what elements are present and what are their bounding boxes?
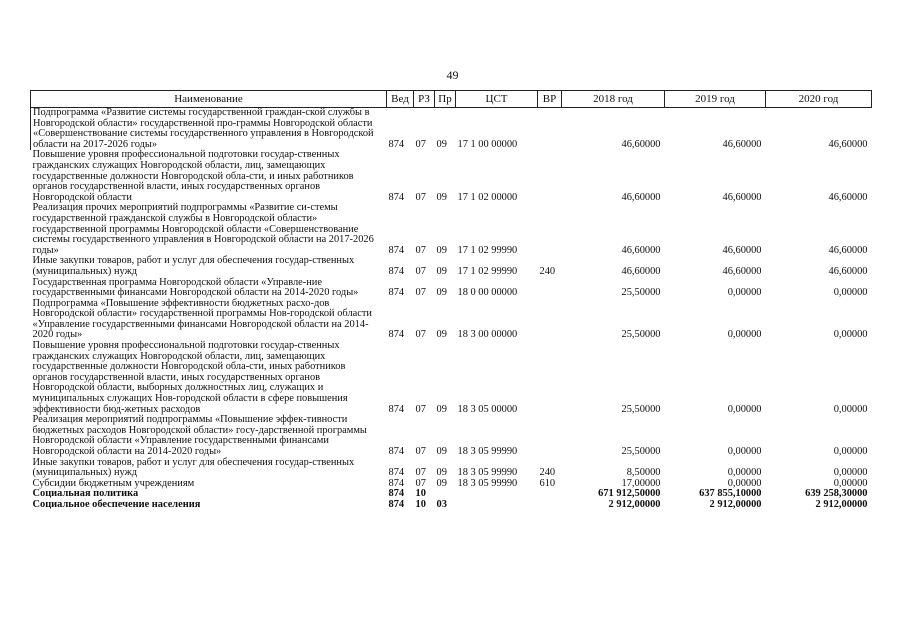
row-pr: 09 xyxy=(436,329,447,341)
table-row xyxy=(31,458,872,479)
row-pr: 09 xyxy=(436,403,447,415)
row-2018: 46,60000 xyxy=(621,265,661,277)
row-vr xyxy=(538,150,562,203)
row-rz: 07 xyxy=(415,265,426,277)
row-2020: 2 912,00000 xyxy=(815,498,868,510)
row-rz: 07 xyxy=(415,477,426,489)
row-2020: 0,00000 xyxy=(833,446,868,457)
row-cst: 17 1 02 99990 xyxy=(457,244,518,256)
header-2019: 2019 год xyxy=(665,91,766,108)
row-vr xyxy=(538,203,562,256)
row-2018: 2 912,00000 xyxy=(608,498,661,510)
table-header-row xyxy=(31,91,872,108)
row-name: Иные закупки товаров, работ и услуг для обеспечения государ-ственных (муниципальных) нужд xyxy=(32,255,355,277)
row-rz: 07 xyxy=(415,329,426,341)
row-cst: 18 3 05 99990 xyxy=(457,467,518,479)
row-2019: 0,00000 xyxy=(727,403,762,415)
row-vr xyxy=(538,341,562,415)
row-cst xyxy=(456,500,538,511)
header-ved: Вед xyxy=(387,91,414,108)
row-pr: 09 xyxy=(436,446,447,457)
row-2019: 637 855,10000 xyxy=(699,488,762,500)
row-cst: 17 1 00 00000 xyxy=(457,138,518,150)
row-ved: 874 xyxy=(388,329,405,341)
row-2020: 46,60000 xyxy=(828,244,868,256)
row-ved: 874 xyxy=(388,477,405,489)
row-pr: 09 xyxy=(436,191,447,203)
row-rz: 07 xyxy=(415,403,426,415)
row-ved: 874 xyxy=(388,467,405,479)
row-vr: 240 xyxy=(539,265,556,277)
header-cst: ЦСТ xyxy=(456,91,538,108)
row-ved: 874 xyxy=(388,191,405,203)
row-name: Реализация прочих мероприятий подпрограммы «Развитие си-стемы государственной гражданской службы в Новгородской области» государственной программы Новгородской области «Совершенствование системы государственного управления в Новгородской области на 2017-2026 годы» xyxy=(32,202,374,256)
row-2018: 17,00000 xyxy=(621,477,661,489)
row-cst: 18 3 05 00000 xyxy=(457,403,518,415)
row-2019: 0,00000 xyxy=(727,329,762,341)
row-2020: 46,60000 xyxy=(828,265,868,277)
row-ved: 874 xyxy=(388,138,405,150)
row-2020: 0,00000 xyxy=(833,477,868,489)
row-2018: 46,60000 xyxy=(621,244,661,256)
row-cst: 18 3 00 00000 xyxy=(457,329,518,341)
row-cst: 18 0 00 00000 xyxy=(457,287,518,299)
row-rz: 07 xyxy=(415,467,426,479)
row-rz: 07 xyxy=(415,191,426,203)
row-2019: 0,00000 xyxy=(727,467,762,479)
header-2020: 2020 год xyxy=(766,91,872,108)
row-name: Подпрограмма «Повышение эффективности бюджетных расхо-дов Новгородской области» государственной программы Нов-городской области «Управление государственными финансами Новгородской области на 2014-2020 годы» xyxy=(32,297,372,341)
row-2020: 0,00000 xyxy=(833,403,868,415)
row-pr: 09 xyxy=(436,244,447,256)
row-vr xyxy=(538,500,562,511)
row-2018: 25,50000 xyxy=(621,403,661,415)
row-ved: 874 xyxy=(388,287,405,299)
row-ved: 874 xyxy=(388,403,405,415)
row-name: Социальная политика xyxy=(32,488,139,500)
row-pr: 09 xyxy=(436,287,447,299)
row-2018: 46,60000 xyxy=(621,191,661,203)
row-vr xyxy=(538,415,562,457)
budget-table xyxy=(30,90,872,511)
row-rz: 10 xyxy=(415,498,426,510)
row-rz: 07 xyxy=(415,446,426,457)
row-2019: 46,60000 xyxy=(722,265,762,277)
row-cst xyxy=(456,489,538,500)
row-name: Социальное обеспечение населения xyxy=(32,498,201,510)
row-2019: 0,00000 xyxy=(727,446,762,457)
row-vr: 610 xyxy=(539,477,556,489)
row-rz: 10 xyxy=(415,488,426,500)
row-vr xyxy=(538,278,562,299)
page-number: 49 xyxy=(446,68,459,82)
row-2018: 8,50000 xyxy=(626,467,661,479)
row-2018: 671 912,50000 xyxy=(598,488,661,500)
row-2020: 0,00000 xyxy=(833,329,868,341)
row-name: Государственная программа Новгородской области «Управле-ние государственными финансами Новгородской области на 2014-2020 годы» xyxy=(32,276,359,299)
row-2019: 46,60000 xyxy=(722,244,762,256)
row-cst: 17 1 02 99990 xyxy=(457,265,518,277)
row-2020: 46,60000 xyxy=(828,191,868,203)
row-ved: 874 xyxy=(388,244,405,256)
row-cst: 18 3 05 99990 xyxy=(457,477,518,489)
row-2018: 25,50000 xyxy=(621,446,661,457)
row-pr: 09 xyxy=(436,265,447,277)
header-name: Наименование xyxy=(31,91,387,108)
row-cst: 17 1 02 00000 xyxy=(457,191,518,203)
row-2020: 0,00000 xyxy=(833,287,868,299)
row-name: Реализация мероприятий подпрограммы «Повышение эффек-тивности бюджетных расходов Новгородской области» госу-дарственной программы Новгородской области «Управление государственными финансами Новгородской области на 2014-2020 годы» xyxy=(32,414,367,457)
table-row xyxy=(31,278,872,299)
row-2018: 46,60000 xyxy=(621,138,661,150)
row-pr: 09 xyxy=(436,467,447,479)
row-2018: 25,50000 xyxy=(621,287,661,299)
row-ved: 874 xyxy=(388,498,405,510)
table-row xyxy=(31,256,872,277)
row-2020: 639 258,30000 xyxy=(805,488,868,500)
row-rz: 07 xyxy=(415,287,426,299)
row-rz: 07 xyxy=(415,138,426,150)
table-row xyxy=(31,150,872,203)
row-name: Иные закупки товаров, работ и услуг для обеспечения государ-ственных (муниципальных) нужд xyxy=(32,456,355,479)
row-rz: 07 xyxy=(415,244,426,256)
row-name: Подпрограмма «Развитие системы государственной граждан-ской службы в Новгородской области» государственной про-граммы Новгородской области «Совершенствование системы государственного управления в Новгородской области на 2017-2026 годы» xyxy=(31,108,387,151)
row-name: Повышение уровня профессиональной подготовки государ-ственных гражданских служащих Новгородской области, лиц, замещающих государственные должности Новгородской обла-сти, и иных работников органов государственной власти, иных государственных органов Новгородской области xyxy=(32,149,354,203)
header-vr: ВР xyxy=(538,91,562,108)
row-ved: 874 xyxy=(388,488,405,500)
row-2019: 0,00000 xyxy=(727,477,762,489)
row-2019: 2 912,00000 xyxy=(709,498,762,510)
table-row xyxy=(31,108,872,151)
row-vr xyxy=(538,489,562,500)
header-2018: 2018 год xyxy=(562,91,665,108)
table-row xyxy=(31,500,872,511)
row-ved: 874 xyxy=(388,265,405,277)
row-pr: 03 xyxy=(436,498,447,510)
row-ved: 874 xyxy=(388,446,405,457)
row-vr xyxy=(538,299,562,341)
row-2019: 46,60000 xyxy=(722,191,762,203)
row-2019: 0,00000 xyxy=(727,287,762,299)
row-2019: 46,60000 xyxy=(722,138,762,150)
row-name: Повышение уровня профессиональной подготовки государ-ственных гражданских служащих Новгородской области, лиц, замещающих государственные должности Новгородской обла-сти, иных работников органов государственной власти, иных государственных органов Новгородской области, выборных должностных лиц, служащих и муниципальных служащих Нов-городской области в сфере повышения эффективности бюд-жетных расходов xyxy=(32,340,348,415)
row-2020: 46,60000 xyxy=(828,138,868,150)
row-vr xyxy=(538,108,562,151)
header-rz: РЗ xyxy=(414,91,435,108)
table-row xyxy=(31,341,872,415)
row-2020: 0,00000 xyxy=(833,467,868,479)
row-pr: 09 xyxy=(436,138,447,150)
table-row xyxy=(31,203,872,256)
row-vr: 240 xyxy=(539,467,556,479)
header-pr: Пр xyxy=(435,91,456,108)
row-2018: 25,50000 xyxy=(621,329,661,341)
row-name: Субсидии бюджетным учреждениям xyxy=(32,477,195,489)
row-pr: 09 xyxy=(436,477,447,489)
row-cst: 18 3 05 99990 xyxy=(457,446,518,457)
table-row xyxy=(31,299,872,341)
table-row xyxy=(31,415,872,457)
